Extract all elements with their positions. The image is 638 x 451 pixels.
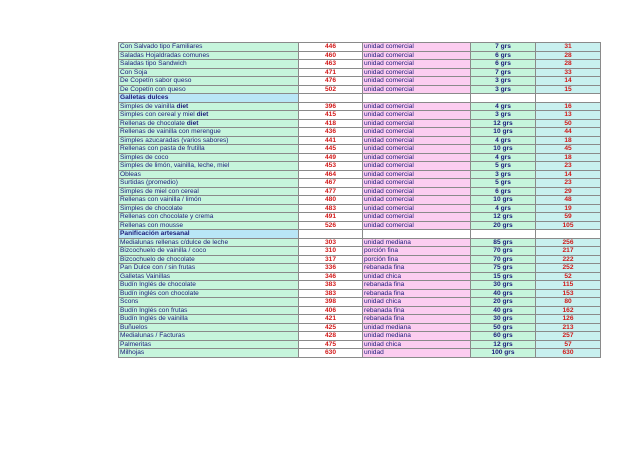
portion-kcal: 50 [536,119,601,128]
portion-kcal: 48 [536,196,601,205]
portion-kcal: 222 [536,255,601,264]
food-name-cell [119,323,299,332]
calories-per-100g: 428 [299,332,363,341]
portion-unit: unidad chica [363,340,471,349]
portion-kcal: 14 [536,77,601,86]
portion-unit: unidad comercial [363,145,471,154]
table-row [119,264,601,273]
food-name-cell [119,272,299,281]
food-name-cell [119,119,299,128]
blank-cell [536,230,601,239]
portion-unit: unidad comercial [363,204,471,213]
food-name-cell [119,111,299,120]
table-row [119,170,601,179]
table-row [119,162,601,171]
portion-unit: rebanada fina [363,306,471,315]
portion-kcal: 52 [536,272,601,281]
calories-per-100g: 346 [299,272,363,281]
portion-kcal: 115 [536,281,601,290]
food-name: Saladas tipo Sandwich [120,60,187,68]
section-title: Panificación artesanal [119,230,299,239]
table-row [119,247,601,256]
portion-unit: unidad comercial [363,60,471,69]
portion-kcal: 162 [536,306,601,315]
food-name-cell [119,332,299,341]
portion-unit: rebanada fina [363,289,471,298]
food-name: Palmeritas [120,340,152,348]
table-row [119,119,601,128]
portion-kcal: 23 [536,162,601,171]
calories-per-100g: 502 [299,85,363,94]
food-name: Con Soja [120,68,148,76]
portion-kcal: 31 [536,43,601,52]
calories-per-100g: 445 [299,145,363,154]
food-name: Budín inglés con chocolate [120,289,199,297]
food-name-cell [119,77,299,86]
portion-kcal: 105 [536,221,601,230]
food-name-cell [119,187,299,196]
calories-per-100g: 453 [299,162,363,171]
portion-unit: unidad comercial [363,111,471,120]
food-name: Budín Inglés de vainilla [120,315,188,323]
portion-kcal: 630 [536,349,601,358]
portion-grams: 3 grs [471,77,536,86]
portion-unit: unidad comercial [363,170,471,179]
table-row [119,340,601,349]
table-row [119,187,601,196]
food-name-cell [119,289,299,298]
portion-grams: 6 grs [471,187,536,196]
calories-per-100g: 630 [299,349,363,358]
calories-per-100g: 436 [299,128,363,137]
portion-kcal: 29 [536,187,601,196]
calories-per-100g: 396 [299,102,363,111]
table-row [119,51,601,60]
food-name: Milhojas [120,349,145,357]
food-name-cell [119,85,299,94]
calories-per-100g: 446 [299,43,363,52]
calories-per-100g: 310 [299,247,363,256]
food-name-cell [119,179,299,188]
food-name-cell [119,196,299,205]
calories-per-100g: 464 [299,170,363,179]
food-name: Pan Dulce con / sin frutas [120,264,196,272]
portion-kcal: 80 [536,298,601,307]
calories-per-100g: 491 [299,213,363,222]
section-row [119,230,601,239]
table-row [119,179,601,188]
portion-grams: 70 grs [471,255,536,264]
table-row [119,238,601,247]
table-row [119,145,601,154]
calories-per-100g: 441 [299,136,363,145]
section-row [119,94,601,103]
food-name: Con Salvado tipo Familiares [120,43,203,51]
portion-unit: unidad comercial [363,51,471,60]
table-row [119,128,601,137]
portion-unit: unidad mediana [363,332,471,341]
portion-unit: rebanada fina [363,281,471,290]
food-name: Simples azucaradas (varios sabores) [120,136,229,144]
food-name: Simples de coco [120,153,169,161]
calories-per-100g: 476 [299,77,363,86]
portion-grams: 10 grs [471,196,536,205]
table-row [119,289,601,298]
food-name-cell [119,128,299,137]
portion-unit: rebanada fina [363,264,471,273]
food-name-cell [119,170,299,179]
portion-grams: 5 grs [471,179,536,188]
portion-grams: 85 grs [471,238,536,247]
blank-cell [471,94,536,103]
food-name: Galletas Vainillas [120,272,171,280]
portion-kcal: 45 [536,145,601,154]
food-name-cell [119,145,299,154]
food-name-cell [119,136,299,145]
portion-grams: 30 grs [471,315,536,324]
portion-unit: porción fina [363,255,471,264]
food-name: Simples de limón, vainilla, leche, miel [120,162,230,170]
food-name: Medialunas rellenas c/dulce de leche [120,238,229,246]
calories-per-100g: 483 [299,204,363,213]
food-name-cell [119,43,299,52]
portion-kcal: 153 [536,289,601,298]
portion-unit: unidad comercial [363,179,471,188]
portion-grams: 15 grs [471,272,536,281]
portion-unit: unidad comercial [363,153,471,162]
portion-unit: unidad chica [363,298,471,307]
table-row [119,60,601,69]
food-name-cell [119,264,299,273]
food-name: Rellenas de vainilla con merengue [120,128,221,136]
table-row [119,153,601,162]
portion-unit: unidad chica [363,272,471,281]
table-row [119,349,601,358]
nutrition-table [118,42,601,358]
table-row [119,315,601,324]
portion-unit: unidad comercial [363,43,471,52]
portion-grams: 60 grs [471,332,536,341]
portion-unit: unidad mediana [363,238,471,247]
portion-kcal: 217 [536,247,601,256]
calories-per-100g: 383 [299,281,363,290]
portion-unit: unidad comercial [363,128,471,137]
table-row [119,204,601,213]
table-row [119,136,601,145]
portion-kcal: 18 [536,136,601,145]
food-name: Bizcochuelo de chocolate [120,255,195,263]
calories-per-100g: 421 [299,315,363,324]
portion-grams: 7 grs [471,68,536,77]
food-name: Rellenas de chocolate [120,119,187,127]
portion-grams: 50 grs [471,323,536,332]
calories-per-100g: 480 [299,196,363,205]
calories-per-100g: 463 [299,60,363,69]
portion-unit: unidad [363,349,471,358]
calories-per-100g: 415 [299,111,363,120]
portion-grams: 40 grs [471,306,536,315]
blank-cell [363,94,471,103]
section-title: Galletas dulces [119,94,299,103]
portion-grams: 12 grs [471,213,536,222]
calories-per-100g: 471 [299,68,363,77]
portion-grams: 10 grs [471,128,536,137]
portion-unit: unidad comercial [363,221,471,230]
calories-per-100g: 460 [299,51,363,60]
portion-grams: 70 grs [471,247,536,256]
table-row [119,77,601,86]
portion-kcal: 16 [536,102,601,111]
food-name: Simples de miel con cereal [120,187,199,195]
portion-kcal: 126 [536,315,601,324]
calories-per-100g: 383 [299,289,363,298]
calories-per-100g: 398 [299,298,363,307]
portion-kcal: 19 [536,204,601,213]
portion-grams: 4 grs [471,153,536,162]
portion-grams: 75 grs [471,264,536,273]
portion-kcal: 13 [536,111,601,120]
food-name: Simples de chocolate [120,204,183,212]
nutrition-table-body [119,43,601,358]
food-name: De Copetín con queso [120,85,186,93]
portion-grams: 12 grs [471,340,536,349]
calories-per-100g: 425 [299,323,363,332]
calories-per-100g: 477 [299,187,363,196]
table-row [119,213,601,222]
portion-grams: 20 grs [471,221,536,230]
food-name-cell [119,306,299,315]
portion-kcal: 257 [536,332,601,341]
portion-unit: porción fina [363,247,471,256]
food-name: Simples con cereal y miel [120,111,197,119]
table-row [119,221,601,230]
portion-unit: unidad comercial [363,77,471,86]
portion-kcal: 18 [536,153,601,162]
portion-grams: 6 grs [471,60,536,69]
food-name: Simples de vainilla [120,102,177,110]
food-name: Rellenas con mousse [120,221,184,229]
food-name-cell [119,68,299,77]
table-row [119,281,601,290]
portion-kcal: 33 [536,68,601,77]
portion-grams: 10 grs [471,145,536,154]
portion-unit: unidad mediana [363,323,471,332]
food-name-cell [119,213,299,222]
table-row [119,332,601,341]
food-name-cell [119,221,299,230]
portion-grams: 7 grs [471,43,536,52]
calories-per-100g: 406 [299,306,363,315]
portion-grams: 3 grs [471,111,536,120]
table-row [119,85,601,94]
food-name-cell [119,247,299,256]
portion-kcal: 256 [536,238,601,247]
food-name-cell [119,204,299,213]
table-row [119,306,601,315]
portion-kcal: 44 [536,128,601,137]
food-name-cell [119,162,299,171]
food-name: Saladas Hojaldradas comunes [120,51,210,59]
portion-grams: 6 grs [471,51,536,60]
portion-kcal: 28 [536,51,601,60]
portion-unit: rebanada fina [363,315,471,324]
portion-unit: unidad comercial [363,162,471,171]
food-name-cell [119,51,299,60]
calories-per-100g: 317 [299,255,363,264]
portion-unit: unidad comercial [363,187,471,196]
calories-per-100g: 475 [299,340,363,349]
portion-kcal: 213 [536,323,601,332]
blank-cell [471,230,536,239]
food-name-cell [119,281,299,290]
food-name-cell [119,153,299,162]
food-name: Surtidas (promedio) [120,179,178,187]
table-row [119,272,601,281]
food-name: Scons [120,298,139,306]
table-row [119,323,601,332]
portion-unit: unidad comercial [363,85,471,94]
food-name: Rellenas con chocolate y crema [120,213,214,221]
portion-grams: 4 grs [471,102,536,111]
food-name-cell [119,102,299,111]
food-name: Budín Inglés con frutas [120,306,188,314]
portion-unit: unidad comercial [363,102,471,111]
food-name: Rellenas con pasta de frutilla [120,145,205,153]
food-name-cell [119,349,299,358]
portion-grams: 100 grs [471,349,536,358]
calories-per-100g: 526 [299,221,363,230]
table-row [119,298,601,307]
calories-per-100g: 467 [299,179,363,188]
portion-grams: 30 grs [471,281,536,290]
food-name: Buñuelos [120,323,148,331]
food-name-cell [119,298,299,307]
diet-label: diet [196,111,209,119]
food-name-cell [119,315,299,324]
portion-grams: 3 grs [471,85,536,94]
portion-grams: 3 grs [471,170,536,179]
blank-cell [363,230,471,239]
food-name: Bizcochuelo de vainilla / coco [120,247,207,255]
portion-kcal: 23 [536,179,601,188]
diet-label: diet [186,119,199,127]
table-row [119,196,601,205]
portion-grams: 4 grs [471,204,536,213]
portion-kcal: 252 [536,264,601,273]
food-name: Obleas [120,170,141,178]
portion-kcal: 14 [536,170,601,179]
portion-kcal: 28 [536,60,601,69]
calories-per-100g: 449 [299,153,363,162]
table-row [119,111,601,120]
portion-unit: unidad comercial [363,136,471,145]
portion-grams: 4 grs [471,136,536,145]
portion-grams: 12 grs [471,119,536,128]
portion-unit: unidad comercial [363,119,471,128]
calories-per-100g: 303 [299,238,363,247]
table-row [119,102,601,111]
table-row [119,68,601,77]
portion-kcal: 59 [536,213,601,222]
blank-cell [299,94,363,103]
portion-kcal: 57 [536,340,601,349]
portion-grams: 20 grs [471,298,536,307]
portion-unit: unidad comercial [363,213,471,222]
food-name-cell [119,255,299,264]
food-name-cell [119,60,299,69]
food-name: Rellenas con vainilla / limón [120,196,202,204]
portion-unit: unidad comercial [363,68,471,77]
portion-grams: 40 grs [471,289,536,298]
diet-label: diet [176,102,189,110]
food-name-cell [119,238,299,247]
food-name: Budín Inglés de chocolate [120,281,196,289]
blank-cell [299,230,363,239]
calories-per-100g: 418 [299,119,363,128]
food-name: Medialunas / Facturas [120,332,185,340]
portion-unit: unidad comercial [363,196,471,205]
table-row [119,255,601,264]
calories-per-100g: 336 [299,264,363,273]
food-name-cell [119,340,299,349]
portion-grams: 5 grs [471,162,536,171]
blank-cell [536,94,601,103]
food-name: De Copetín sabor queso [120,77,192,85]
table-row [119,43,601,52]
portion-kcal: 15 [536,85,601,94]
